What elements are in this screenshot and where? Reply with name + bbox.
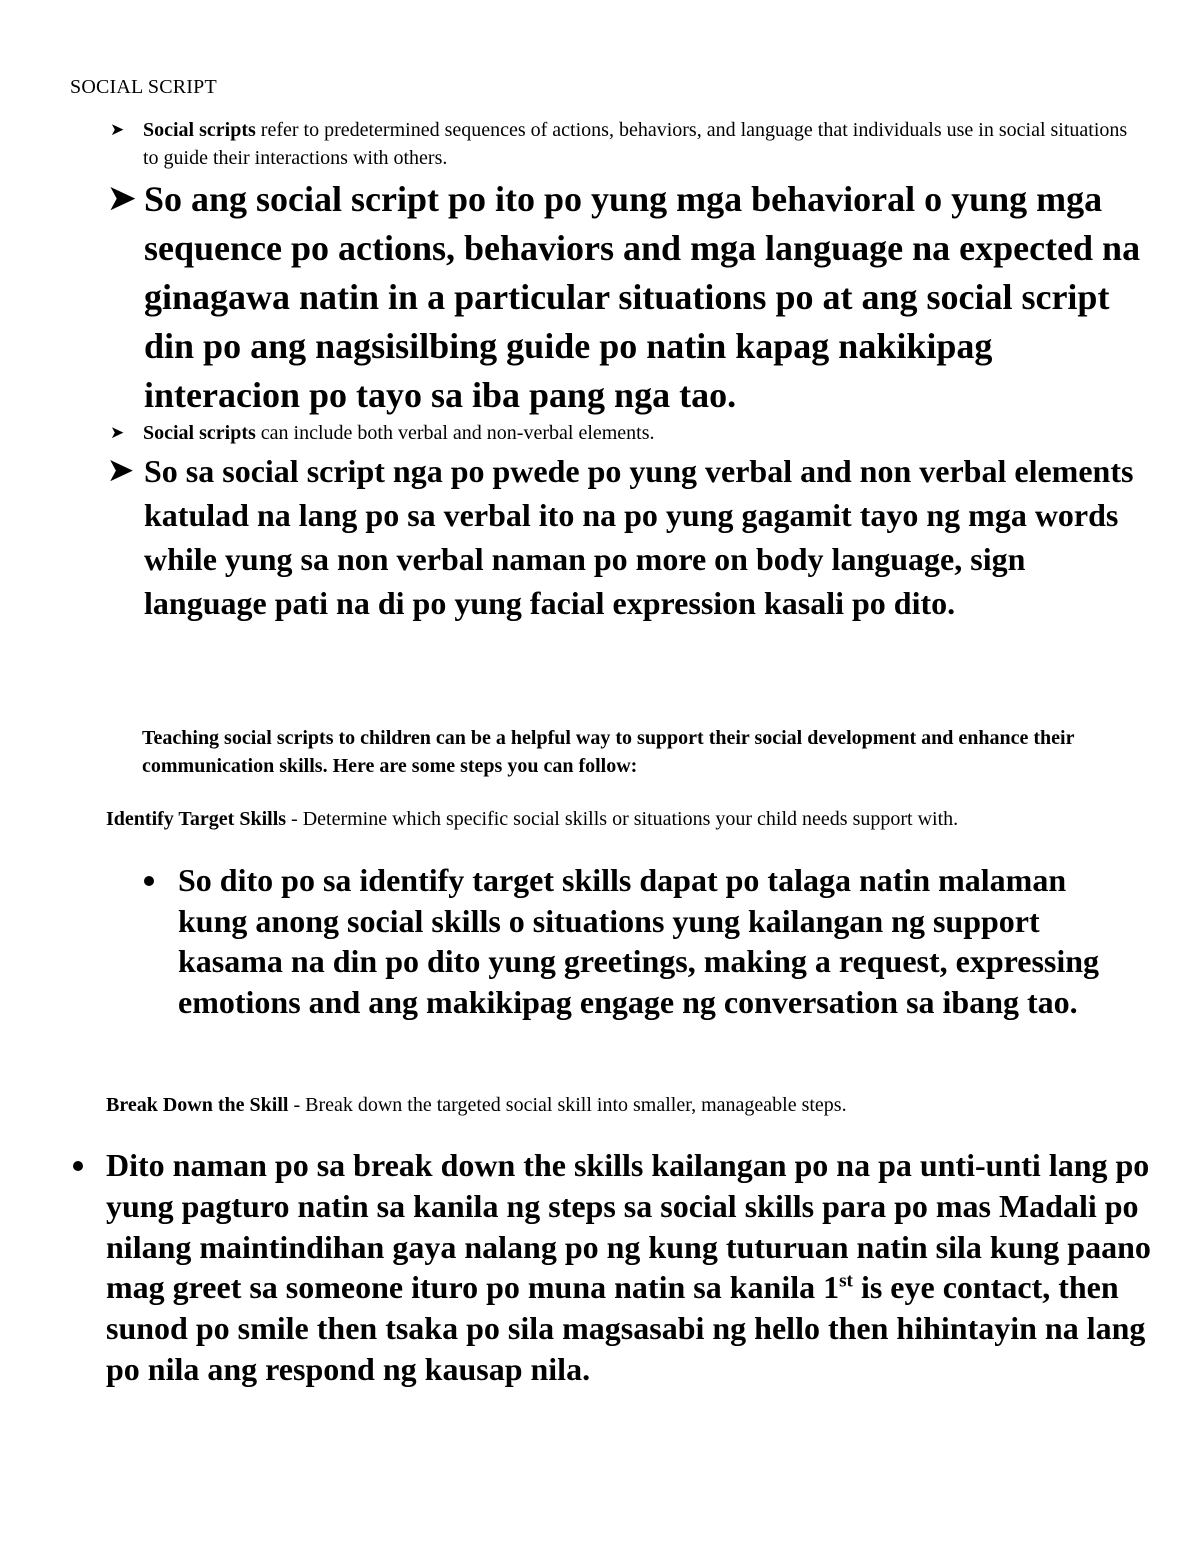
arrow-bullet-icon: ➤ bbox=[108, 454, 134, 487]
step-heading bbox=[106, 805, 1166, 833]
step-heading bbox=[106, 1091, 1166, 1119]
list-item-text bbox=[143, 116, 1136, 172]
bullet-dot-icon bbox=[70, 1145, 106, 1186]
list-item-body: can include both verbal and non-verbal elements. bbox=[255, 422, 655, 444]
list-item-body: refer to predetermined sequences of actions, behaviors, and language that individuals use in social situations to guide their interactions with others. bbox=[143, 119, 1128, 169]
list-item-term: Social scripts bbox=[143, 422, 256, 444]
list-item bbox=[106, 419, 1136, 447]
list-item bbox=[106, 175, 1146, 420]
step-term: Identify Target Skills bbox=[106, 808, 287, 830]
bullet-note-part: Dito naman po sa break down the skills kailangan po na pa unti-unti lang po yung pagturo natin sa kanila ng steps sa social skills para po mas Madali po nilang maintindihan gaya nalang po ng kung tuturuan natin sila kung paano mag greet sa someone ituro po muna natin sa kanila 1 bbox=[106, 1147, 1151, 1306]
list-item-text bbox=[143, 419, 655, 447]
bullet-note: So dito po sa identify target skills dapat po talaga natin malaman kung anong social skills o situations yung kailangan ng support kasama na din po dito yung greetings, making a request, expressing emotions and ang makikipag engage ng conversation sa ibang tao. bbox=[178, 862, 1100, 1020]
bullet-note-part: is eye contact, then sunod po smile then tsaka po sila magsasabi ng hello then hihintayin na lang po nila ang respond ng kausap nila. bbox=[106, 1269, 1146, 1387]
arrow-bullet-icon: ➤ bbox=[108, 181, 136, 217]
ordinal-suffix: st bbox=[839, 1270, 853, 1292]
document-title: SOCIAL SCRIPT bbox=[70, 76, 217, 98]
list-item-note: So ang social script po ito po yung mga behavioral o yung mga sequence po actions, behaviors and mga language na expected na ginagawa natin in a particular situations po at ang social script din po ang nagsisilbing guide po natin kapag nakikipag interacion po tayo sa iba pang nga tao. bbox=[144, 179, 1141, 415]
step-description: - Determine which specific social skills or situations your child needs support with. bbox=[286, 808, 959, 830]
bullet-dot-icon bbox=[140, 860, 178, 900]
step-term: Break Down the Skill bbox=[106, 1094, 289, 1116]
list-item-term: Social scripts bbox=[143, 119, 256, 141]
bullet-note bbox=[106, 1145, 1160, 1390]
arrow-bullet-icon: ➤ bbox=[110, 423, 125, 442]
intro-paragraph: Teaching social scripts to children can be a helpful way to support their social development and enhance their communication skills. Here are some steps you can follow: bbox=[142, 727, 1075, 777]
bullet-item bbox=[70, 1145, 1160, 1390]
arrow-bullet-icon: ➤ bbox=[110, 120, 125, 139]
list-item-note: So sa social script nga po pwede po yung verbal and non verbal elements katulad na lang po sa verbal ito na po yung gagamit tayo ng mga words while yung sa non verbal naman po more on body language, sign language pati na di po yung facial expression kasali po dito. bbox=[144, 453, 1134, 621]
bullet-item bbox=[140, 860, 1140, 1022]
step-description: - Break down the targeted social skill into smaller, manageable steps. bbox=[288, 1094, 847, 1116]
list-item bbox=[106, 116, 1136, 172]
list-item bbox=[106, 449, 1146, 625]
